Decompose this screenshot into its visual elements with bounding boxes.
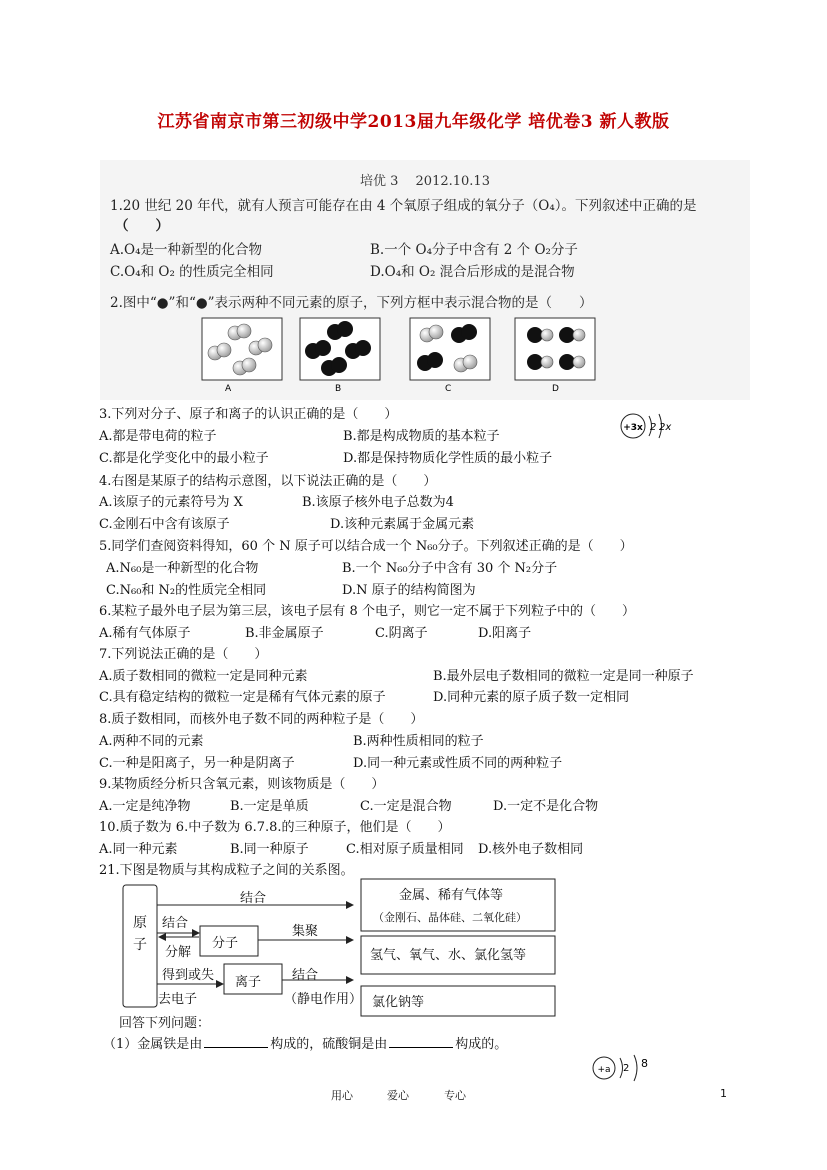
q21-stem: 21.下图是物质与其构成粒子之间的关系图。 (99, 863, 354, 878)
shell1-electrons: 2 (650, 422, 657, 433)
q3-option-c: C.都是化学变化中的最小粒子 (99, 451, 269, 466)
gather-label: 集聚 (292, 924, 319, 939)
q9-option-c: C.一定是混合物 (360, 799, 452, 814)
combine-label-left: 结合 (162, 916, 189, 931)
metal-box-line2: （金刚石、晶体硅、二氧化硅） (373, 911, 527, 924)
q4-option-d: D.该种元素属于金属元素 (330, 517, 475, 532)
q3-option-b: B.都是构成物质的基本粒子 (343, 429, 500, 444)
footer-word-1: 用心 (331, 1089, 353, 1102)
sub1-part-a: （1）金属铁是由 (103, 1037, 203, 1052)
q1-option-c: C.O₄和 O₂ 的性质完全相同 (110, 264, 274, 280)
scan-header: 培优 3 2012.10.13 (360, 174, 490, 189)
q10-stem: 10.质子数为 6.中子数为 6.7.8.的三种原子，他们是（ ） (99, 820, 451, 835)
electron-label: 去电子 (158, 992, 198, 1007)
answer-prompt: 回答下列问题： (119, 1016, 211, 1031)
q8-option-d: D.同一种元素或性质不同的两种粒子 (353, 756, 563, 771)
q10-option-a: A.同一种元素 (99, 842, 178, 857)
q9-option-d: D.一定不是化合物 (493, 799, 599, 814)
ion-label: 离子 (235, 975, 262, 990)
q7-option-c: C.具有稳定结构的微粒一定是稀有气体元素的原子 (99, 690, 386, 705)
q2-particle-diagrams (195, 315, 615, 395)
nucleus-charge-a: +a (597, 1065, 611, 1075)
q6-stem: 6.某粒子最外电子层为第三层，该电子层有 8 个电子，则它一定不属于下列粒子中的（ ） (99, 604, 635, 619)
q5-option-b: B.一个 N₆₀分子中含有 30 个 N₂分子 (342, 561, 558, 576)
q8-option-a: A.两种不同的元素 (99, 734, 204, 749)
q7-option-a: A.质子数相同的微粒一定是同种元素 (99, 669, 308, 684)
blank-copper-sulfate[interactable] (389, 1035, 453, 1048)
q3-option-d: D.都是保持物质化学性质的最小粒子 (343, 451, 553, 466)
q2-stem: 2.图中“●”和“●”表示两种不同元素的原子，下列方框中表示混合物的是（ ） (110, 295, 593, 311)
gain-lose-label: 得到或失 (162, 968, 215, 983)
q6-option-b: B.非金属原子 (245, 626, 324, 641)
q4-stem: 4.右图是某原子的结构示意图，以下说法正确的是（ ） (99, 474, 437, 489)
q4-option-b: B.该原子核外电子总数为4 (302, 495, 454, 510)
footer-word-2: 爱心 (387, 1089, 409, 1102)
q5-option-d: D.N 原子的结构简图为 (342, 583, 476, 598)
nucleus-charge: +3x (623, 423, 643, 433)
atom-structure-diagram-x (618, 408, 672, 444)
q5-option-c: C.N₆₀和 N₂的性质完全相同 (106, 583, 267, 598)
molecule-label: 分子 (212, 936, 239, 951)
blank-iron[interactable] (204, 1035, 268, 1048)
q6-option-a: A.稀有气体原子 (99, 626, 191, 641)
q8-option-c: C.一种是阳离子，另一种是阴离子 (99, 756, 295, 771)
sub1-part-c: 构成的。 (455, 1037, 508, 1052)
q4-option-c: C.金刚石中含有该原子 (99, 517, 230, 532)
atom-label: 原子 (133, 915, 147, 953)
q7-stem: 7.下列说法正确的是（ ） (99, 647, 268, 662)
option-c-box (410, 318, 490, 380)
q3-stem: 3.下列对分子、原子和离子的认识正确的是（ ） (99, 407, 398, 422)
option-d-label: D (552, 384, 559, 394)
page-number: 1 (720, 1087, 727, 1100)
shell2-electrons-a: 8 (641, 1057, 648, 1070)
option-d-box (515, 318, 595, 380)
sub-question-1 (103, 1033, 507, 1052)
q5-option-a: A.N₆₀是一种新型的化合物 (106, 561, 259, 576)
metal-box-line1: 金属、稀有气体等 (399, 888, 504, 903)
q1-option-d: D.O₄和 O₂ 混合后形成的是混合物 (370, 264, 575, 280)
q8-option-b: B.两种性质相同的粒子 (353, 734, 484, 749)
q1-blank: （ ） (115, 218, 169, 234)
combine-ion-label: 结合 (292, 968, 319, 983)
shell2-electrons: 2x (659, 422, 672, 433)
q1-option-b: B.一个 O₄分子中含有 2 个 O₂分子 (370, 242, 578, 258)
decompose-label: 分解 (165, 945, 192, 960)
footer-word-3: 专心 (444, 1089, 466, 1102)
q7-option-d: D.同种元素的原子质子数一定相同 (433, 690, 630, 705)
option-c-label: C (445, 384, 452, 394)
option-a-box (202, 318, 282, 380)
q10-option-c: C.相对原子质量相同 (346, 842, 464, 857)
q10-option-d: D.核外电子数相同 (478, 842, 584, 857)
option-a-label: A (225, 384, 232, 394)
atom-structure-diagram-a (590, 1053, 660, 1089)
static-label: （静电作用） (284, 992, 363, 1007)
option-b-label: B (335, 384, 342, 394)
molecular-box-text: 氢气、氧气、水、氯化氢等 (370, 948, 527, 963)
q9-stem: 9.某物质经分析只含氧元素，则该物质是（ ） (99, 777, 385, 792)
q8-stem: 8.质子数相同，而核外电子数不同的两种粒子是（ ） (99, 712, 424, 727)
q6-option-d: D.阳离子 (478, 626, 532, 641)
combine-label-top: 结合 (240, 891, 267, 906)
q4-option-a: A.该原子的元素符号为 X (99, 495, 243, 510)
shell1-electrons-a: 2 (623, 1063, 630, 1074)
q3-option-a: A.都是带电荷的粒子 (99, 429, 217, 444)
q7-option-b: B.最外层电子数相同的微粒一定是同一种原子 (433, 669, 694, 684)
q10-option-b: B.同一种原子 (230, 842, 309, 857)
q9-option-b: B.一定是单质 (230, 799, 309, 814)
q5-stem: 5.同学们查阅资料得知，60 个 N 原子可以结合成一个 N₆₀分子。下列叙述正确的是（ ） (99, 539, 633, 554)
q6-option-c: C.阴离子 (375, 626, 428, 641)
q1-option-a: A.O₄是一种新型的化合物 (110, 242, 263, 258)
q9-option-a: A.一定是纯净物 (99, 799, 191, 814)
ionic-box-text: 氯化钠等 (372, 995, 425, 1010)
option-b-box (300, 318, 380, 380)
q1-stem: 1.20 世纪 20 年代，就有人预言可能存在由 4 个氧原子组成的氧分子（O₄）。下列叙述中正确的是 (110, 198, 697, 214)
document-title: 江苏省南京市第三初级中学2013届九年级化学 培优卷3 新人教版 (157, 112, 670, 132)
sub1-part-b: 构成的，硫酸铜是由 (270, 1037, 388, 1052)
